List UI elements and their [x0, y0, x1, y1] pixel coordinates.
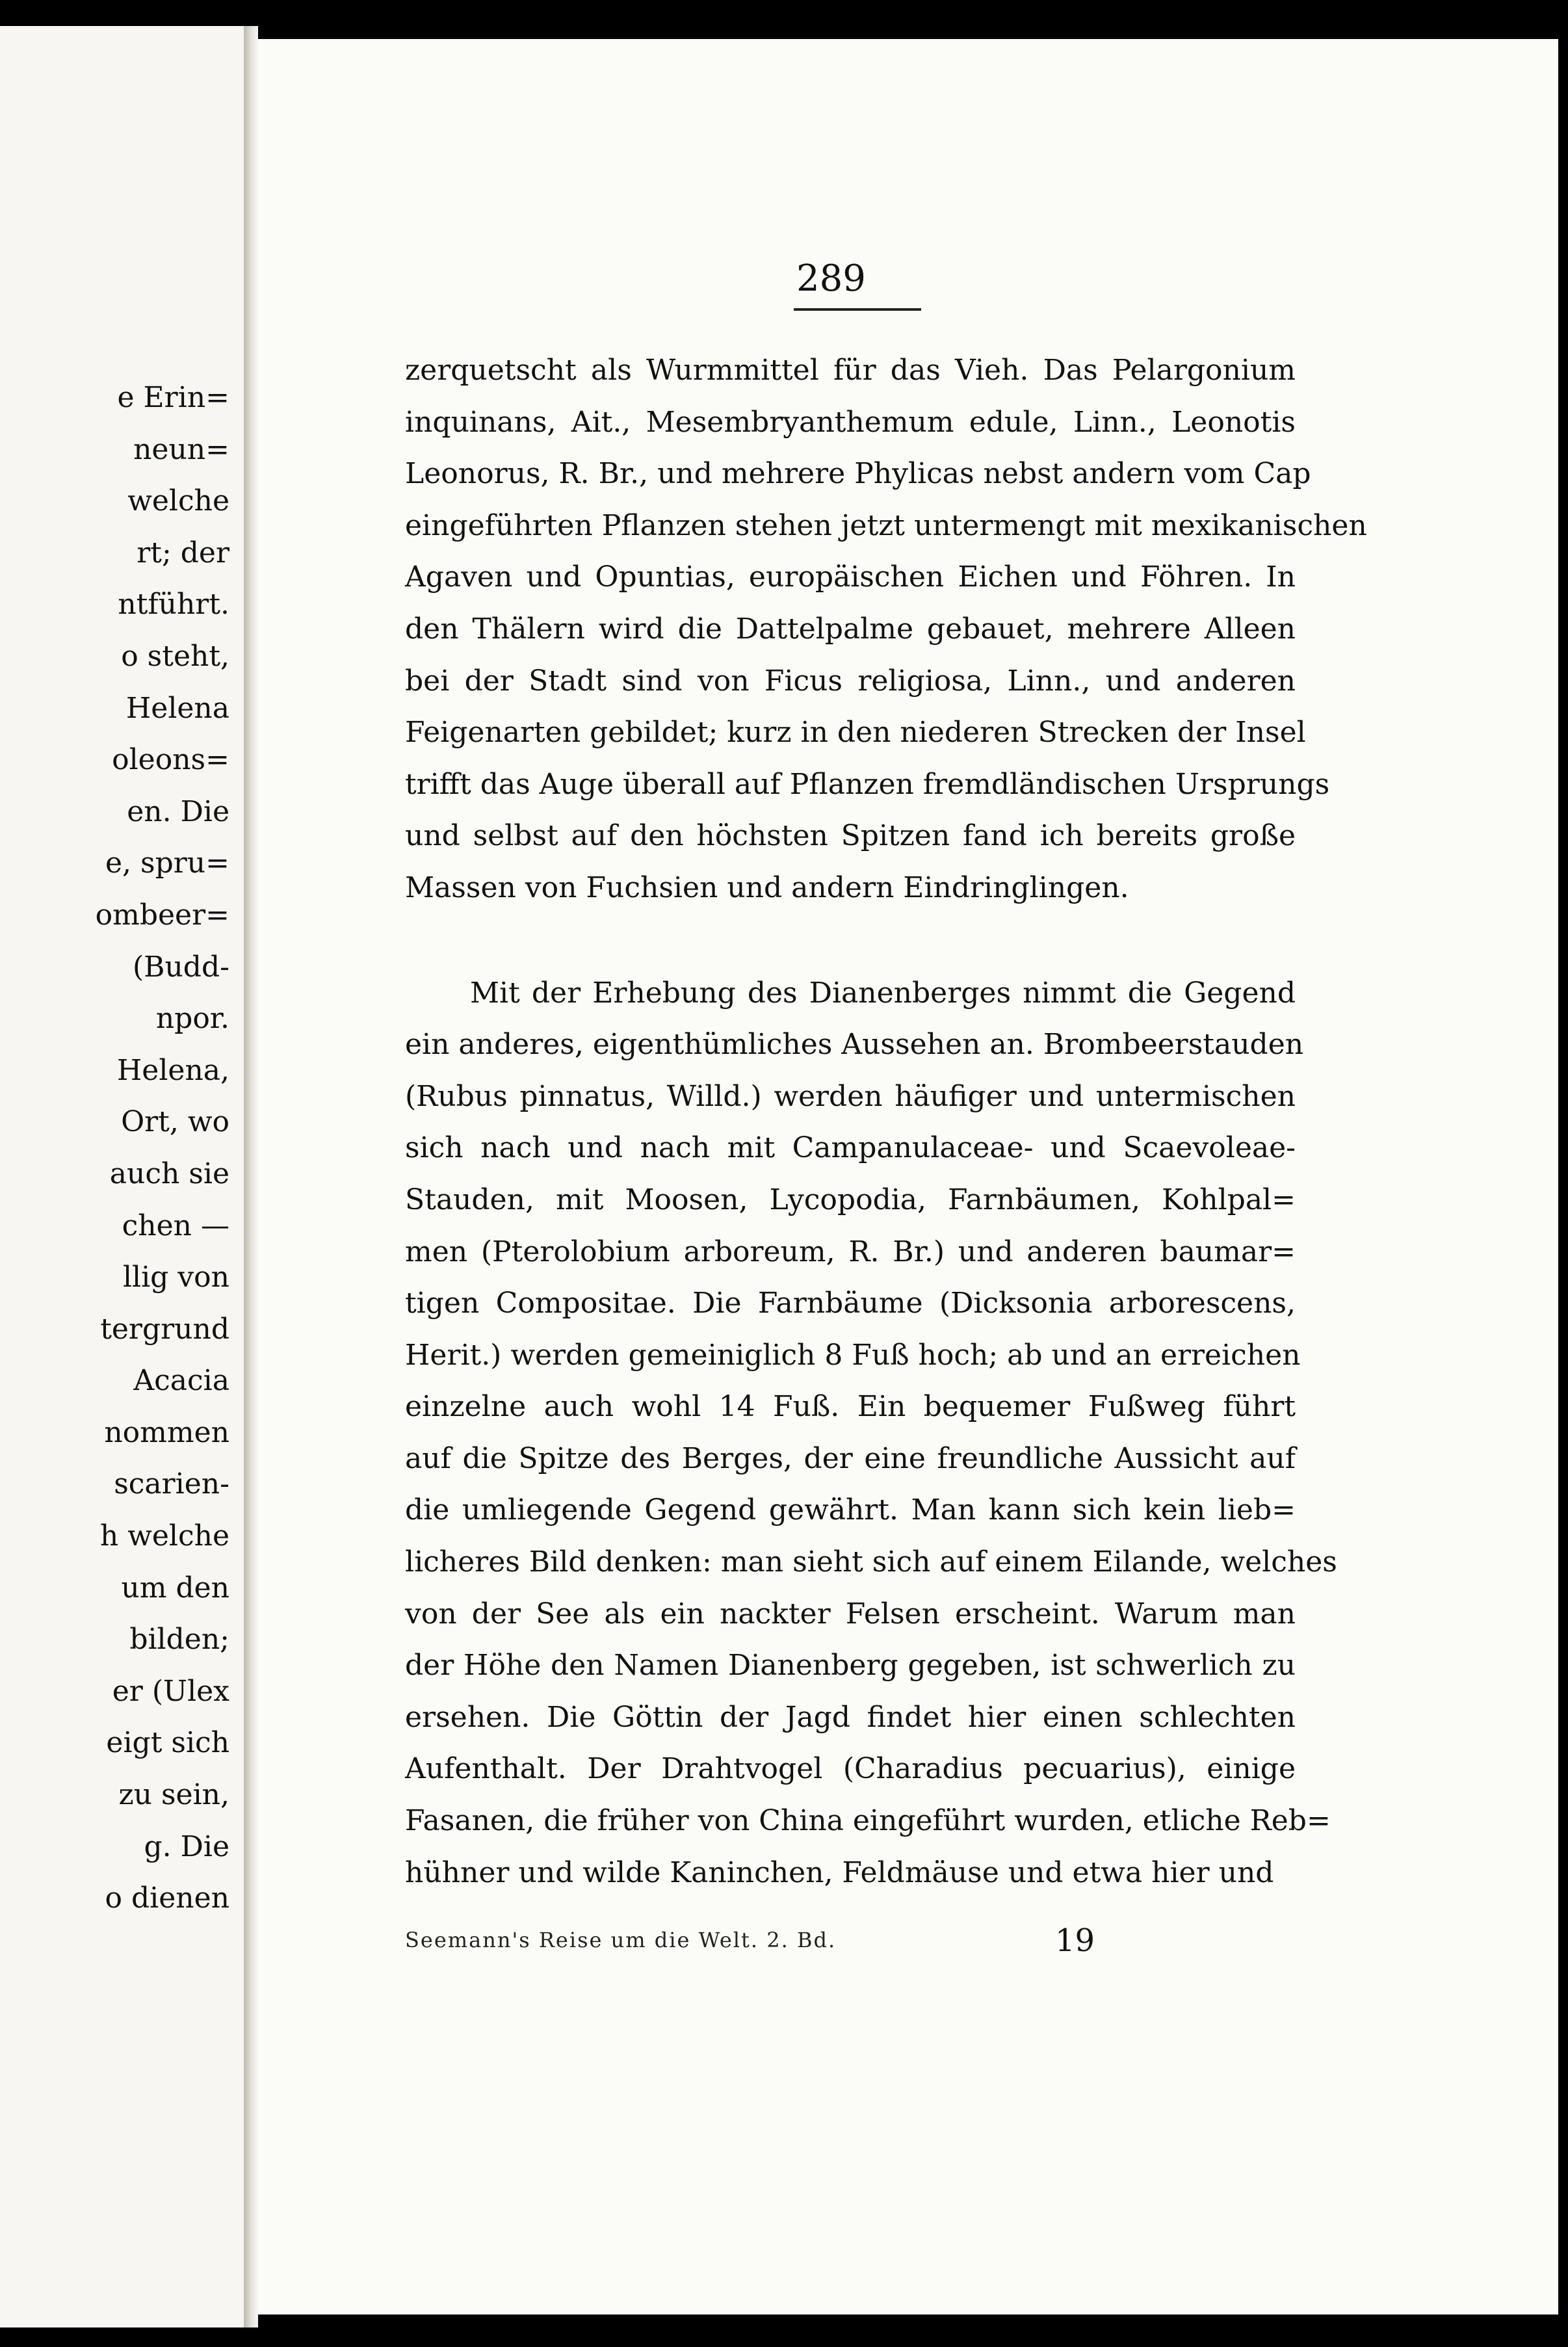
page-gutter [244, 26, 258, 2327]
text-line: einzelne auch wohl 14 Fuß. Ein bequemer Fußweg führt [405, 1390, 1296, 1424]
text-line: inquinans, Ait., Mesembryanthemum edule, Linn., Leonotis [405, 405, 1296, 439]
text-line: auf die Spitze des Berges, der eine freundliche Aussicht auf [405, 1441, 1296, 1475]
previous-page-line: Helena, [116, 1053, 229, 1087]
paragraph [405, 345, 1558, 914]
text-line: Herit.) werden gemeiniglich 8 Fuß hoch; ab und an erreichen [405, 1338, 1301, 1372]
book-page [258, 39, 1558, 2314]
previous-page-line: eigt sich [106, 1726, 229, 1760]
previous-page-line: er (Ulex [112, 1674, 229, 1708]
previous-page-line: scarien- [114, 1467, 229, 1501]
paragraph [405, 967, 1558, 1899]
text-line: den Thälern wird die Dattelpalme gebauet, mehrere Alleen [405, 612, 1296, 646]
text-line: Feigenarten gebildet; kurz in den niederen Strecken der Insel [405, 716, 1306, 750]
previous-page-line: g. Die [144, 1829, 229, 1863]
previous-page-line: Acacia [133, 1364, 229, 1398]
previous-page-line: bilden; [129, 1623, 229, 1657]
text-line: bei der Stadt sind von Ficus religiosa, Linn., und anderen [405, 664, 1296, 698]
previous-page-line: chen — [122, 1209, 229, 1242]
text-line: tigen Compositae. Die Farnbäume (Dicksonia arborescens, [405, 1287, 1296, 1320]
previous-page-fragment [0, 26, 244, 2327]
text-line: trifft das Auge überall auf Pflanzen fremdländischen Ursprungs [405, 767, 1330, 801]
text-line: die umliegende Gegend gewährt. Man kann sich kein lieb= [405, 1493, 1296, 1527]
sheet-number: 19 [1055, 1922, 1095, 1959]
previous-page-line: h welche [99, 1519, 229, 1553]
paragraph-spacer [405, 914, 1558, 967]
previous-page-line: o steht, [121, 639, 229, 673]
text-line: eingeführten Pflanzen stehen jetzt untermengt mit mexikanischen [405, 508, 1367, 542]
text-line: Massen von Fuchsien und andern Eindringlingen. [405, 871, 1129, 904]
text-line: hühner und wilde Kaninchen, Feldmäuse und etwa hier und [405, 1855, 1274, 1889]
previous-page-line: e, spru= [105, 846, 229, 880]
page-number: 289 [796, 257, 866, 300]
text-line: und selbst auf den höchsten Spitzen fand ich bereits große [405, 819, 1296, 853]
previous-page-line: llig von [122, 1261, 229, 1294]
previous-page-line: npor. [155, 1002, 229, 1036]
text-line: ersehen. Die Göttin der Jagd findet hier einen schlechten [405, 1700, 1296, 1734]
previous-page-line: (Budd- [132, 950, 229, 984]
text-line: Agaven und Opuntias, europäischen Eichen und Föhren. In [405, 560, 1296, 594]
text-line: Stauden, mit Moosen, Lycopodia, Farnbäumen, Kohlpal= [405, 1183, 1296, 1216]
previous-page-line: tergrund [100, 1312, 229, 1346]
text-line: Leonorus, R. Br., und mehrere Phylicas nebst andern vom Cap [405, 457, 1311, 491]
text-line: zerquetscht als Wurmmittel für das Vieh. Das Pelargonium [405, 354, 1296, 387]
signature-line: Seemann's Reise um die Welt. 2. Bd. [405, 1928, 837, 1952]
text-line: (Rubus pinnatus, Willd.) werden häufiger und untermischen [405, 1079, 1296, 1113]
previous-page-line: o dienen [105, 1882, 229, 1915]
page-footer [405, 1922, 1315, 1967]
previous-page-line: um den [121, 1571, 229, 1605]
previous-page-line: oleons= [112, 743, 229, 777]
previous-page-line: welche [127, 484, 229, 518]
previous-page-line-endings [96, 372, 229, 1924]
previous-page-line: e Erin= [117, 381, 229, 414]
previous-page-line: en. Die [127, 794, 229, 828]
text-line: von der See als ein nackter Felsen erscheint. Warum man [405, 1597, 1296, 1631]
previous-page-line: Helena [125, 691, 229, 725]
text-line: licheres Bild denken: man sieht sich auf einem Eilande, welches [405, 1545, 1337, 1579]
previous-page-line: auch sie [109, 1157, 229, 1190]
previous-page-line: rt; der [137, 536, 229, 570]
text-line: men (Pterolobium arboreum, R. Br.) und anderen baumar= [405, 1235, 1296, 1268]
text-line: ein anderes, eigenthümliches Aussehen an. Brombeerstauden [405, 1028, 1304, 1062]
text-line: der Höhe den Namen Dianenberg gegeben, ist schwerlich zu [405, 1649, 1296, 1683]
page-number-rule [794, 308, 921, 311]
text-line: Fasanen, die früher von China eingeführt wurden, etliche Reb= [405, 1804, 1331, 1838]
text-line: Mit der Erhebung des Dianenberges nimmt die Gegend [470, 976, 1296, 1010]
previous-page-line: neun= [133, 432, 229, 466]
previous-page-line: ombeer= [95, 898, 229, 932]
page-body [405, 345, 1558, 1898]
text-line: sich nach und nach mit Campanulaceae- und Scaevoleae- [405, 1131, 1296, 1165]
previous-page-line: nommen [104, 1415, 229, 1449]
text-line: Aufenthalt. Der Drahtvogel (Charadius pecuarius), einige [405, 1752, 1296, 1786]
previous-page-line: zu sein, [118, 1778, 229, 1812]
previous-page-line: Ort, wo [121, 1105, 229, 1139]
previous-page-line: ntführt. [118, 588, 229, 622]
